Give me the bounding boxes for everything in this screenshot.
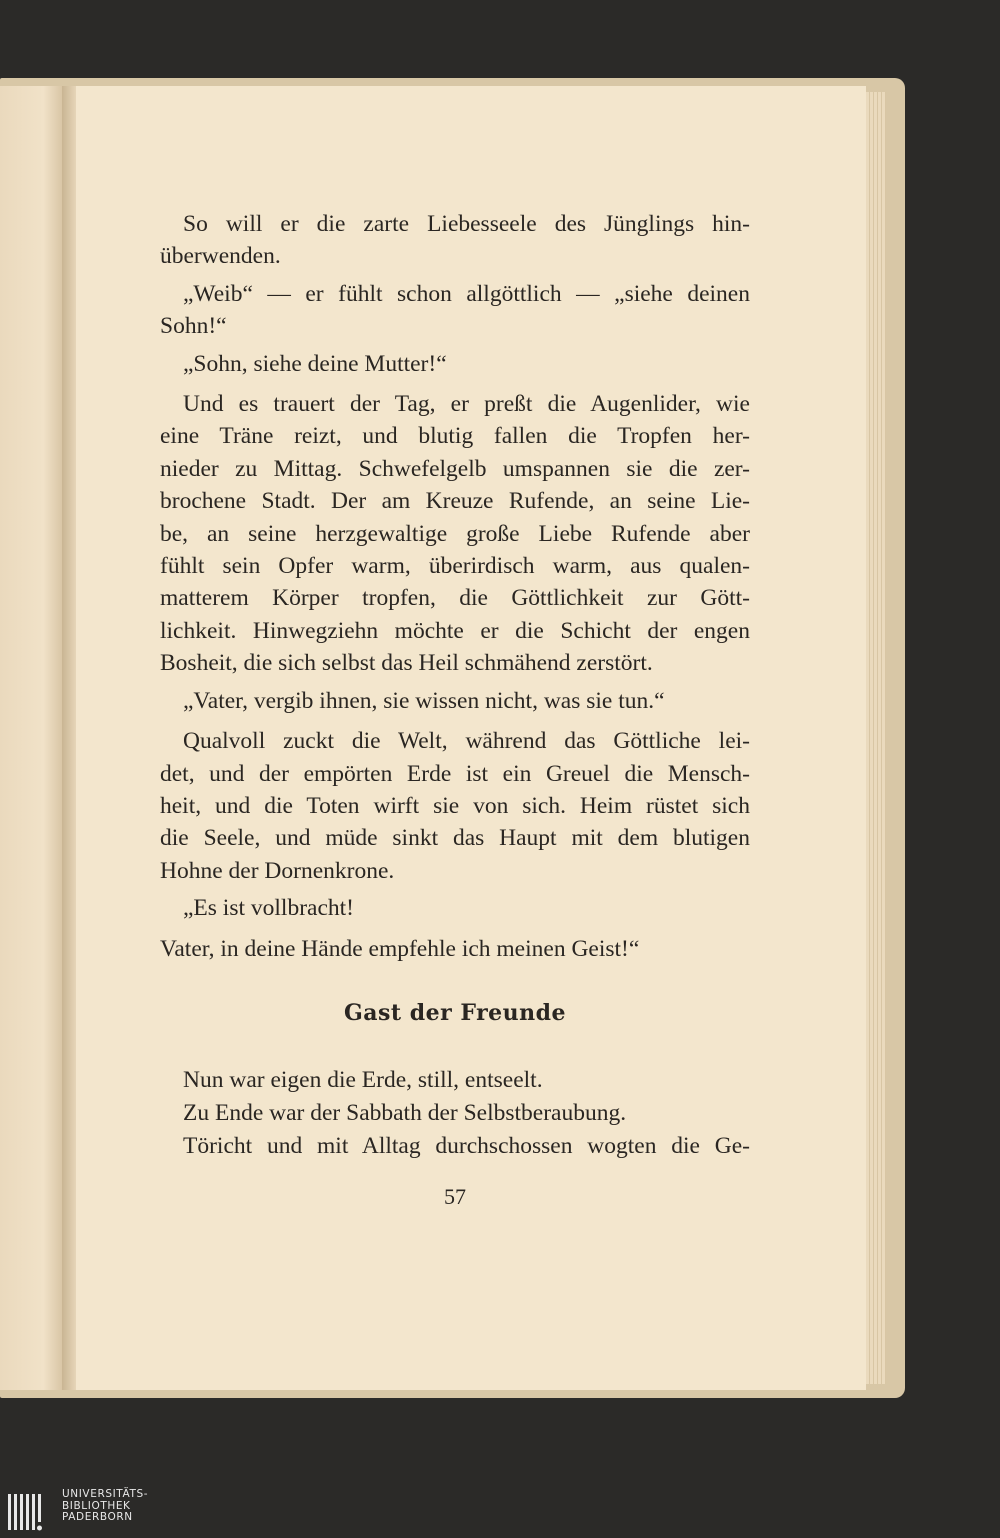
library-logo-text bbox=[62, 1489, 148, 1524]
paragraph bbox=[160, 348, 750, 380]
text-line: So will er die zarte Liebesseele des Jünglings hin- bbox=[183, 211, 750, 237]
paragraph bbox=[160, 892, 750, 924]
left-page-edge bbox=[0, 86, 62, 1390]
text-line: Nun war eigen die Erde, still, entseelt. bbox=[183, 1067, 543, 1093]
logo-line: PADERBORN bbox=[62, 1511, 133, 1523]
text-line: Töricht und mit Alltag durchschossen wogten die Ge- bbox=[183, 1133, 750, 1159]
library-barcode-logo-icon bbox=[8, 1490, 50, 1534]
section-text bbox=[160, 1064, 750, 1163]
text-line: Qualvoll zuckt die Welt, während das Göttliche lei- bbox=[183, 728, 750, 755]
page-number: 57 bbox=[444, 1184, 466, 1209]
text-line: heit, und die Toten wirft sie von sich. Heim rüstet sich bbox=[160, 792, 750, 819]
text-line: Hohne der Dornenkrone. bbox=[160, 857, 395, 884]
logo-line: BIBLIOTHEK bbox=[62, 1499, 131, 1512]
text-line: brochene Stadt. Der am Kreuze Rufende, an seine Lie- bbox=[160, 488, 750, 515]
text-line: „Sohn, siehe deine Mutter!“ bbox=[183, 350, 447, 377]
text-line: eine Träne reizt, und blutig fallen die Tropfen her- bbox=[160, 423, 750, 450]
text-line: „Vater, vergib ihnen, sie wissen nicht, was sie tun.“ bbox=[183, 687, 665, 714]
text-line: Vater, in deine Hände empfehle ich meinen Geist!“ bbox=[160, 935, 640, 962]
text-line: fühlt sein Opfer warm, überirdisch warm, aus qualen- bbox=[160, 553, 750, 580]
text-line: „Es ist vollbracht! bbox=[183, 895, 354, 922]
paragraph bbox=[160, 208, 750, 273]
text-line: nieder zu Mittag. Schwefelgelb umspannen sie die zer- bbox=[160, 455, 750, 482]
footer-bar bbox=[0, 1486, 1000, 1538]
text-line: Bosheit, die sich selbst das Heil schmähend zerstört. bbox=[160, 650, 653, 677]
text-line: be, an seine herzgewaltige große Liebe Rufende aber bbox=[160, 520, 750, 547]
paragraph bbox=[160, 725, 750, 887]
text-line: überwenden. bbox=[160, 243, 281, 270]
main-text bbox=[160, 208, 750, 970]
text-line: lichkeit. Hinwegziehn möchte er die Schicht der engen bbox=[160, 617, 750, 644]
text-line: det, und der empörten Erde ist ein Greuel die Mensch- bbox=[160, 760, 750, 787]
page-edges bbox=[866, 92, 886, 1384]
text-line: die Seele, und müde sinkt das Haupt mit dem blutigen bbox=[160, 825, 750, 852]
text-line: „Weib“ — er fühlt schon allgöttlich — „siehe deinen bbox=[183, 280, 750, 307]
section-heading: Gast der Freunde bbox=[343, 1000, 567, 1026]
text-line: Zu Ende war der Sabbath der Selbstberaubung. bbox=[183, 1100, 627, 1126]
paragraph bbox=[160, 685, 750, 717]
text-line: Und es trauert der Tag, er preßt die Augenlider, wie bbox=[183, 391, 750, 418]
paragraph bbox=[160, 933, 750, 965]
book-gutter bbox=[62, 86, 76, 1390]
text-line: matterem Körper tropfen, die Göttlichkeit zur Gött- bbox=[160, 585, 750, 612]
paragraph bbox=[160, 388, 750, 680]
logo-line: UNIVERSITÄTS- bbox=[62, 1488, 149, 1500]
text-line: Sohn!“ bbox=[160, 313, 227, 340]
paragraph bbox=[160, 278, 750, 343]
